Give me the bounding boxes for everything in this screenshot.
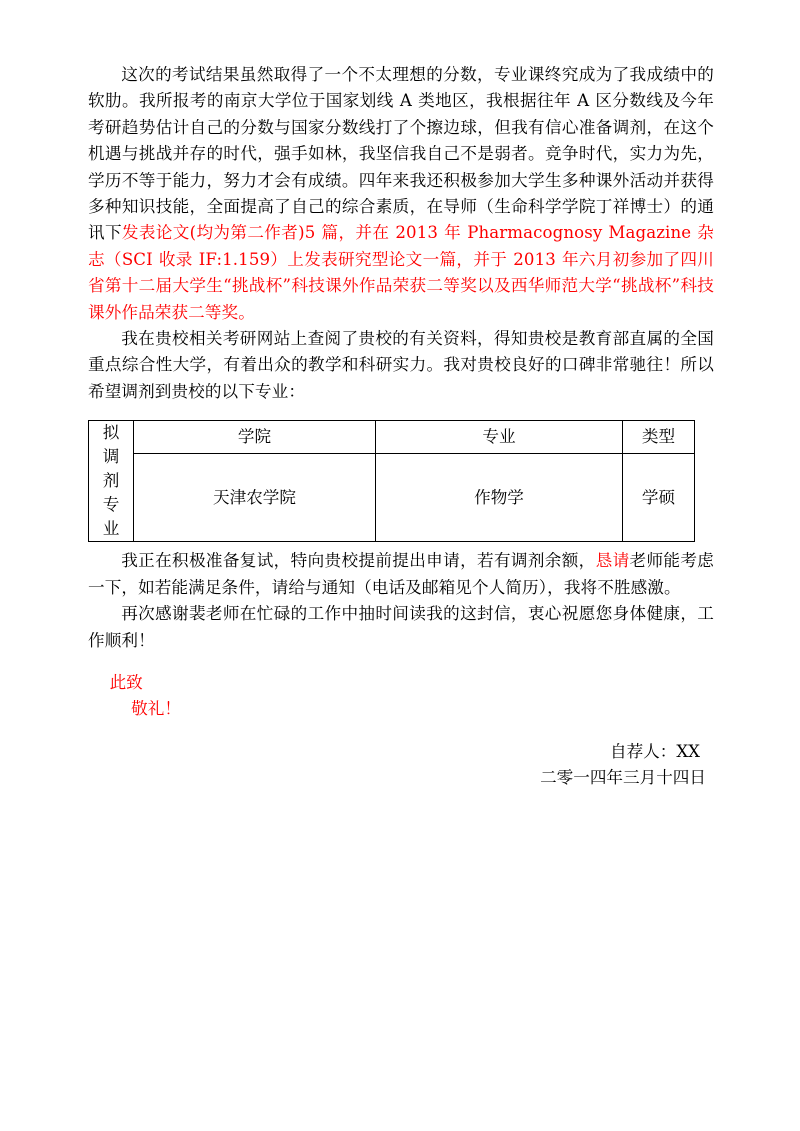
closing-salutation-line-2: 敬礼！: [131, 699, 181, 719]
vertical-label-char-2: 调: [102, 447, 120, 467]
adjust-major-table: [88, 420, 695, 542]
paragraph-1-text: 这次的考试结果虽然取得了一个不太理想的分数，专业课终究成为了我成绩中的软肋。我所报考的南京大学位于国家划线 A 类地区，我根据往年 A 区分数线及今年考研趋势估计自己的分数与国家分数线打了个擦边球，但我有信心准备调剂，在这个机遇与挑战并存的时代，强手如林，我坚信我自己不是弱者。竞争时代，实力为先，学历不等于能力，努力才会有成绩。四年来我还积极参加大学生多种课外活动并获得多种知识技能，全面提高了自己的综合素质，在导师（生命科学学院丁祥博士）的通讯下: [88, 65, 714, 243]
paragraph-3-highlight: 恳请: [595, 551, 630, 571]
paragraph-1-highlight: 发表论文(均为第二作者)5 篇，并在 2013 年 Pharmacognosy Magazine 杂志（SCI 收录 IF:1.159）上发表研究型论文一篇，并于 2013 年六月初参加了四川省第十二届大学生“挑战杯”科技课外作品荣获二等奖以及西华师范大学“挑战杯”科技课外作品荣获二等奖。: [88, 223, 714, 322]
closing-block: [88, 670, 714, 723]
vertical-label-char-4: 专: [102, 495, 120, 515]
signature-name: 自荐人：XX: [609, 741, 700, 761]
table-row: [89, 454, 695, 542]
table-header-college: 学院: [134, 421, 376, 454]
table-vertical-row-label: [89, 421, 134, 542]
table-cell-type: 学硕: [623, 454, 695, 542]
paragraph-3-text-part2: 老师能考虑一下，如若能满足条件，请给与通知（电话及邮箱见个人简历），我将不胜感激。: [88, 551, 714, 597]
vertical-label-char-5: 业: [102, 519, 120, 539]
paragraph-3: [88, 548, 714, 601]
table-header-major: 专业: [376, 421, 623, 454]
vertical-label-text: [89, 421, 133, 541]
paragraph-2: 我在贵校相关考研网站上查阅了贵校的有关资料，得知贵校是教育部直属的全国重点综合性大学，有着出众的教学和科研实力。我对贵校良好的口碑非常驰往！所以希望调剂到贵校的以下专业：: [88, 329, 714, 401]
document-body: [88, 62, 714, 792]
closing-salutation-line-1: 此致: [109, 672, 143, 692]
paragraph-4: 再次感谢裴老师在忙碌的工作中抽时间读我的这封信，衷心祝愿您身体健康，工作顺利！: [88, 604, 714, 650]
signature-date: 二零一四年三月十四日: [540, 768, 706, 788]
paragraph-1: [88, 62, 714, 326]
adjust-major-table-wrapper: [88, 420, 714, 542]
table-header-type: 类型: [623, 421, 695, 454]
signature-block: [88, 739, 714, 792]
vertical-label-char-3: 剂: [102, 471, 120, 491]
table-cell-major: 作物学: [376, 454, 623, 542]
table-cell-college: 天津农学院: [134, 454, 376, 542]
vertical-label-char-1: 拟: [102, 423, 120, 443]
paragraph-3-text-part1: 我正在积极准备复试，特向贵校提前提出申请，若有调剂余额，: [121, 551, 596, 571]
table-header-row: [89, 421, 695, 454]
